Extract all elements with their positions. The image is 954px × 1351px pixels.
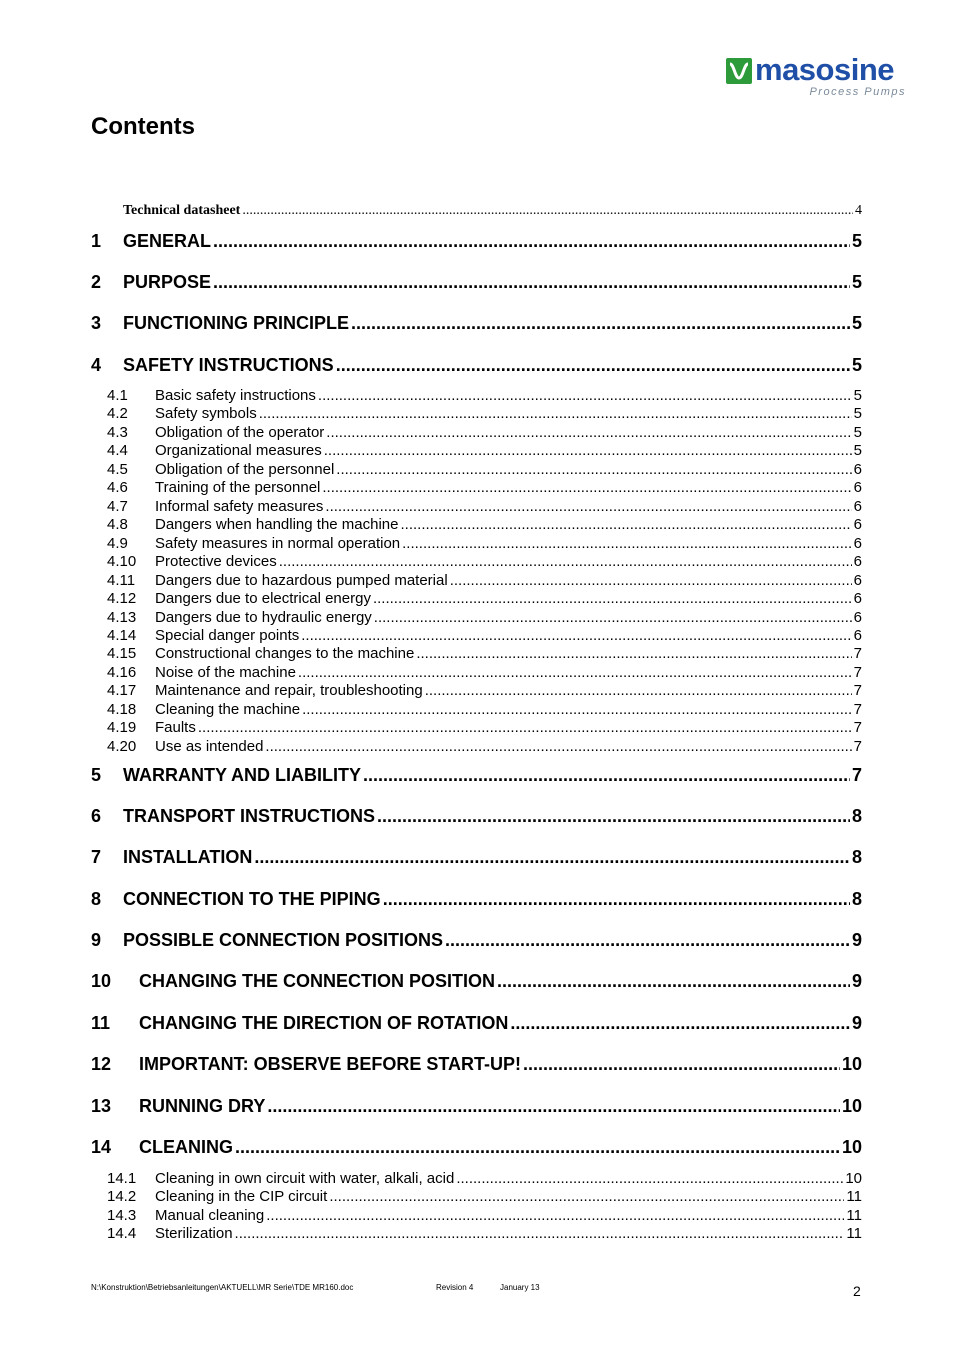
toc-entry-page: 6 [853, 516, 862, 533]
toc-entry-number: 4.10 [107, 553, 137, 570]
toc-entry[interactable] [91, 930, 862, 951]
toc-entry-page: 7 [853, 645, 862, 662]
toc-entry[interactable] [107, 572, 862, 589]
toc-entry[interactable] [107, 405, 862, 422]
toc-entry-number: 5 [91, 765, 102, 785]
toc-leader-dots [456, 1170, 843, 1187]
toc-leader-dots [267, 1096, 840, 1117]
toc-entry[interactable] [91, 971, 862, 992]
toc-entry[interactable] [107, 719, 862, 736]
toc-entry-page: 7 [853, 701, 862, 718]
toc-entry-label: Safety measures in normal operation [155, 535, 401, 552]
toc-entry-label: Safety symbols [155, 405, 257, 422]
toc-entry-page: 6 [853, 498, 862, 515]
toc-entry-page: 6 [853, 627, 862, 644]
toc-entry[interactable] [107, 738, 862, 755]
toc-entry[interactable] [91, 1013, 862, 1034]
toc-entry[interactable] [107, 442, 862, 459]
toc-entry[interactable] [107, 1170, 862, 1187]
toc-entry-page: 7 [853, 682, 862, 699]
toc-leader-dots [445, 930, 850, 951]
toc-entry-label: Maintenance and repair, troubleshooting [155, 682, 423, 699]
toc-entry-number: 7 [91, 847, 102, 867]
toc-leader-dots [373, 590, 852, 607]
toc-leader-dots [401, 516, 852, 533]
toc-entry-label: Use as intended [155, 738, 264, 755]
toc-leader-dots [301, 627, 851, 644]
toc-entry-number: 4.8 [107, 516, 128, 533]
toc-entry-number: 4.19 [107, 719, 137, 736]
toc-entry-page: 5 [853, 405, 862, 422]
toc-entry-page: 7 [853, 664, 862, 681]
toc-entry-label: Manual cleaning [155, 1207, 265, 1224]
toc-entry-number: 14 [91, 1137, 112, 1157]
toc-entry-number: 14.1 [107, 1170, 137, 1187]
toc-leader-dots [329, 1188, 844, 1205]
toc-entry-label: SAFETY INSTRUCTIONS [123, 355, 334, 375]
toc-entry[interactable] [107, 627, 862, 644]
toc-entry-number: 3 [91, 313, 102, 333]
footer-revision: Revision 4 [436, 1283, 474, 1292]
toc-entry-page: 9 [851, 1013, 862, 1033]
toc-entry-page: 9 [851, 930, 862, 950]
toc-entry[interactable] [107, 516, 862, 533]
toc-entry-label: Organizational measures [155, 442, 322, 459]
toc-entry-page: 10 [845, 1170, 862, 1187]
toc-entry[interactable] [107, 535, 862, 552]
toc-entry-number: 11 [91, 1013, 111, 1033]
toc-leader-dots [325, 498, 851, 515]
toc-entry-page: 6 [853, 590, 862, 607]
toc-entry-number: 4.16 [107, 664, 137, 681]
toc-entry[interactable] [91, 847, 862, 868]
toc-entry-number: 6 [91, 806, 102, 826]
toc-leader-dots [497, 971, 850, 992]
toc-entry-page: 7 [853, 719, 862, 736]
toc-entry-page: 6 [853, 461, 862, 478]
toc-entry[interactable] [107, 553, 862, 570]
toc-entry[interactable] [91, 231, 862, 252]
toc-entry-page: 9 [851, 971, 862, 991]
toc-entry[interactable] [107, 461, 862, 478]
toc-entry-page: 6 [853, 479, 862, 496]
toc-entry-page: 10 [841, 1137, 862, 1157]
toc-leader-dots [279, 553, 852, 570]
toc-entry-label: WARRANTY AND LIABILITY [123, 765, 361, 785]
toc-entry-number: 14.4 [107, 1225, 137, 1242]
toc-leader-dots [213, 231, 850, 252]
toc-entry-page: 8 [851, 806, 862, 826]
toc-entry-page: 5 [851, 272, 862, 292]
toc-entry-number: 4.1 [107, 387, 128, 404]
toc-entry-label: Dangers due to electrical energy [155, 590, 371, 607]
toc-entry-label: CONNECTION TO THE PIPING [123, 889, 381, 909]
toc-entry[interactable] [91, 272, 862, 293]
toc-entry[interactable] [107, 645, 862, 662]
toc-leader-dots [198, 719, 852, 736]
toc-entry-label: Technical datasheet [123, 203, 241, 218]
toc-leader-dots [318, 387, 852, 404]
toc-leader-dots [242, 203, 853, 219]
toc-entry[interactable] [107, 1225, 862, 1242]
toc-entry-label: Protective devices [155, 553, 277, 570]
toc-entry-label: Noise of the machine [155, 664, 296, 681]
toc-entry-number: 12 [91, 1054, 112, 1074]
toc-entry[interactable] [91, 889, 862, 910]
toc-entry-page: 11 [846, 1188, 862, 1205]
toc-leader-dots [336, 461, 851, 478]
toc-entry[interactable] [123, 203, 862, 219]
toc-entry-label: IMPORTANT: OBSERVE BEFORE START-UP! [139, 1054, 522, 1074]
toc-entry-page: 5 [853, 387, 862, 404]
toc-entry-label: Sterilization [155, 1225, 233, 1242]
page-title: Contents [91, 113, 195, 140]
toc-entry-number: 4.13 [107, 609, 137, 626]
toc-entry-page: 10 [841, 1054, 862, 1074]
toc-leader-dots [416, 645, 851, 662]
toc-entry-label: Dangers when handling the machine [155, 516, 399, 533]
toc-entry-label: Basic safety instructions [155, 387, 316, 404]
toc-entry-page: 6 [853, 572, 862, 589]
toc-entry[interactable] [107, 498, 862, 515]
toc-entry-label: Obligation of the operator [155, 424, 325, 441]
toc-entry-number: 4.20 [107, 738, 137, 755]
toc-entry-label: GENERAL [123, 231, 212, 251]
toc-leader-dots [383, 889, 850, 910]
toc-entry-page: 6 [853, 609, 862, 626]
logo-tagline: Process Pumps [809, 86, 906, 98]
toc-entry-label: Dangers due to hydraulic energy [155, 609, 372, 626]
toc-entry-label: CHANGING THE CONNECTION POSITION [139, 971, 496, 991]
toc-entry-page: 11 [846, 1225, 862, 1242]
toc-entry-label: Cleaning in the CIP circuit [155, 1188, 328, 1205]
toc-entry[interactable] [107, 590, 862, 607]
toc-leader-dots [235, 1137, 840, 1158]
toc-entry-number: 4.3 [107, 424, 128, 441]
toc-entry-page: 7 [851, 765, 862, 785]
toc-leader-dots [374, 609, 852, 626]
toc-entry-label: CHANGING THE DIRECTION OF ROTATION [139, 1013, 509, 1033]
toc-entry-label: POSSIBLE CONNECTION POSITIONS [123, 930, 444, 950]
toc-entry[interactable] [91, 765, 862, 786]
toc-entry-number: 4.2 [107, 405, 128, 422]
toc-entry-label: Special danger points [155, 627, 300, 644]
toc-entry[interactable] [91, 313, 862, 334]
toc-entry-number: 8 [91, 889, 102, 909]
toc-entry-label: Faults [155, 719, 196, 736]
toc-entry-label: FUNCTIONING PRINCIPLE [123, 313, 350, 333]
toc-entry-page: 5 [851, 313, 862, 333]
toc-leader-dots [298, 664, 852, 681]
toc-entry-number: 4.18 [107, 701, 137, 718]
toc-entry-number: 10 [91, 971, 112, 991]
toc-entry-number: 4.11 [107, 572, 136, 589]
toc-leader-dots [322, 479, 851, 496]
toc-entry-number: 14.2 [107, 1188, 137, 1205]
toc-leader-dots [363, 765, 850, 786]
toc-entry-number: 4.4 [107, 442, 128, 459]
toc-entry-number: 4.12 [107, 590, 137, 607]
toc-leader-dots [510, 1013, 850, 1034]
toc-entry-page: 5 [853, 442, 862, 459]
toc-entry-number: 1 [91, 231, 102, 251]
toc-leader-dots [450, 572, 852, 589]
toc-leader-dots [377, 806, 850, 827]
logo-name: masosine [755, 52, 895, 87]
toc-leader-dots [259, 405, 852, 422]
toc-entry-number: 4.5 [107, 461, 128, 478]
toc-entry-page: 10 [841, 1096, 862, 1116]
toc-leader-dots [265, 738, 851, 755]
toc-entry-page: 11 [846, 1207, 862, 1224]
toc-entry-label: INSTALLATION [123, 847, 253, 867]
toc-entry[interactable] [107, 609, 862, 626]
toc-leader-dots [254, 847, 850, 868]
toc-entry[interactable] [107, 1207, 862, 1224]
toc-entry-page: 7 [853, 738, 862, 755]
toc-entry-number: 4.15 [107, 645, 137, 662]
footer-file-path: N:\Konstruktion\Betriebsanleitungen\AKTUELL\MR Serie\TDE MR160.doc [91, 1283, 354, 1292]
toc-entry-page: 8 [851, 889, 862, 909]
toc-leader-dots [523, 1054, 840, 1075]
toc-leader-dots [213, 272, 850, 293]
toc-leader-dots [235, 1225, 845, 1242]
toc-entry-label: RUNNING DRY [139, 1096, 266, 1116]
toc-entry-number: 9 [91, 930, 102, 950]
toc-entry[interactable] [107, 1188, 862, 1205]
toc-entry-number: 14.3 [107, 1207, 137, 1224]
toc-entry-page: 5 [851, 231, 862, 251]
toc-entry[interactable] [107, 682, 862, 699]
toc-entry[interactable] [91, 355, 862, 376]
toc-entry[interactable] [107, 664, 862, 681]
toc-entry[interactable] [107, 424, 862, 441]
toc-leader-dots [336, 355, 850, 376]
toc-entry-page: 6 [853, 553, 862, 570]
toc-entry-label: Cleaning the machine [155, 701, 301, 718]
toc-entry-number: 4.17 [107, 682, 137, 699]
footer-date: January 13 [500, 1283, 540, 1292]
toc-leader-dots [425, 682, 852, 699]
toc-entry[interactable] [107, 479, 862, 496]
toc-entry-number: 4 [91, 355, 102, 375]
toc-leader-dots [326, 424, 851, 441]
toc-entry-number: 4.9 [107, 535, 128, 552]
toc-entry[interactable] [91, 806, 862, 827]
toc-entry-label: Dangers due to hazardous pumped material [155, 572, 448, 589]
toc-entry[interactable] [91, 1096, 862, 1117]
toc-entry[interactable] [91, 1137, 862, 1158]
toc-entry-label: PURPOSE [123, 272, 212, 292]
toc-entry-label: Constructional changes to the machine [155, 645, 415, 662]
toc-entry-page: 8 [851, 847, 862, 867]
toc-entry-label: Informal safety measures [155, 498, 324, 515]
toc-leader-dots [302, 701, 852, 718]
toc-entry-page: 5 [853, 424, 862, 441]
toc-entry-label: Cleaning in own circuit with water, alkali, acid [155, 1170, 455, 1187]
toc-leader-dots [351, 313, 850, 334]
toc-entry-number: 4.6 [107, 479, 128, 496]
toc-leader-dots [402, 535, 852, 552]
toc-leader-dots [266, 1207, 844, 1224]
toc-entry-page: 6 [853, 535, 862, 552]
toc-entry-number: 2 [91, 272, 102, 292]
toc-entry-number: 4.14 [107, 627, 137, 644]
toc-entry-number: 13 [91, 1096, 112, 1116]
toc-entry-label: TRANSPORT INSTRUCTIONS [123, 806, 375, 826]
toc-entry-label: Training of the personnel [155, 479, 321, 496]
page-number: 2 [853, 1283, 861, 1299]
toc-entry-label: CLEANING [139, 1137, 233, 1157]
toc-entry-number: 4.7 [107, 498, 128, 515]
toc-entry-label: Obligation of the personnel [155, 461, 335, 478]
toc-entry-page: 4 [855, 203, 862, 218]
toc-entry-page: 5 [851, 355, 862, 375]
toc-entry[interactable] [107, 701, 862, 718]
toc-entry[interactable] [91, 1054, 862, 1075]
toc-leader-dots [324, 442, 852, 459]
toc-entry[interactable] [107, 387, 862, 404]
